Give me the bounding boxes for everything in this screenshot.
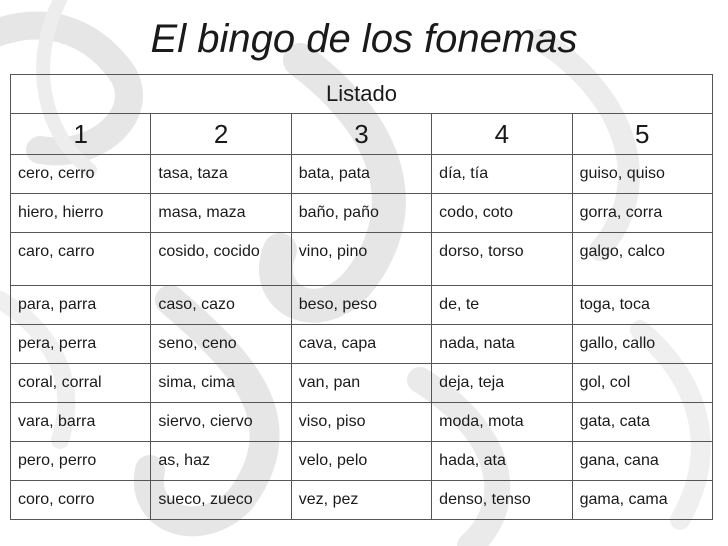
table-cell: van, pan <box>291 364 431 403</box>
table-cell: gama, cama <box>572 481 712 520</box>
table-cell: viso, piso <box>291 403 431 442</box>
table-cell: gata, cata <box>572 403 712 442</box>
table-cell: dorso, torso <box>432 233 572 286</box>
table-cell: velo, pelo <box>291 442 431 481</box>
table-cell: moda, mota <box>432 403 572 442</box>
table-row <box>11 442 713 481</box>
column-header: 5 <box>572 114 712 155</box>
table-cell: seno, ceno <box>151 325 291 364</box>
table-cell: as, haz <box>151 442 291 481</box>
table-cell: masa, maza <box>151 194 291 233</box>
table-row <box>11 155 713 194</box>
table-cell: beso, peso <box>291 286 431 325</box>
table-cell: cosido, cocido <box>151 233 291 286</box>
table-cell: sima, cima <box>151 364 291 403</box>
table-caption-row <box>11 75 713 114</box>
table-cell: tasa, taza <box>151 155 291 194</box>
table-row <box>11 364 713 403</box>
table-cell: coro, corro <box>11 481 151 520</box>
table-row <box>11 194 713 233</box>
table-cell: vara, barra <box>11 403 151 442</box>
table-cell: pera, perra <box>11 325 151 364</box>
table-cell: galgo, calco <box>572 233 712 286</box>
table-cell: caro, carro <box>11 233 151 286</box>
column-header: 2 <box>151 114 291 155</box>
table-cell: deja, teja <box>432 364 572 403</box>
table-cell: para, parra <box>11 286 151 325</box>
table-cell: coral, corral <box>11 364 151 403</box>
table-cell: vez, pez <box>291 481 431 520</box>
column-header: 3 <box>291 114 431 155</box>
table-cell: nada, nata <box>432 325 572 364</box>
table-cell: toga, toca <box>572 286 712 325</box>
table-caption: Listado <box>11 75 713 114</box>
table-row <box>11 233 713 286</box>
table-cell: gol, col <box>572 364 712 403</box>
table-cell: gana, cana <box>572 442 712 481</box>
table-cell: hada, ata <box>432 442 572 481</box>
table-cell: pero, perro <box>11 442 151 481</box>
table-cell: bata, pata <box>291 155 431 194</box>
table-cell: cava, capa <box>291 325 431 364</box>
table-cell: siervo, ciervo <box>151 403 291 442</box>
table-row <box>11 481 713 520</box>
table-cell: baño, paño <box>291 194 431 233</box>
table-cell: codo, coto <box>432 194 572 233</box>
table-cell: caso, cazo <box>151 286 291 325</box>
table-row <box>11 403 713 442</box>
column-header: 1 <box>11 114 151 155</box>
table-cell: de, te <box>432 286 572 325</box>
table-header-row <box>11 114 713 155</box>
table-cell: vino, pino <box>291 233 431 286</box>
page-title: El bingo de los fonemas <box>150 17 578 61</box>
table-row <box>11 325 713 364</box>
table-cell: día, tía <box>432 155 572 194</box>
phoneme-bingo-table <box>10 74 713 520</box>
table-cell: cero, cerro <box>11 155 151 194</box>
table-cell: gorra, corra <box>572 194 712 233</box>
table-row <box>11 286 713 325</box>
table-cell: guiso, quiso <box>572 155 712 194</box>
table-cell: gallo, callo <box>572 325 712 364</box>
table-cell: denso, tenso <box>432 481 572 520</box>
table-cell: sueco, zueco <box>151 481 291 520</box>
table-cell: hiero, hierro <box>11 194 151 233</box>
column-header: 4 <box>432 114 572 155</box>
